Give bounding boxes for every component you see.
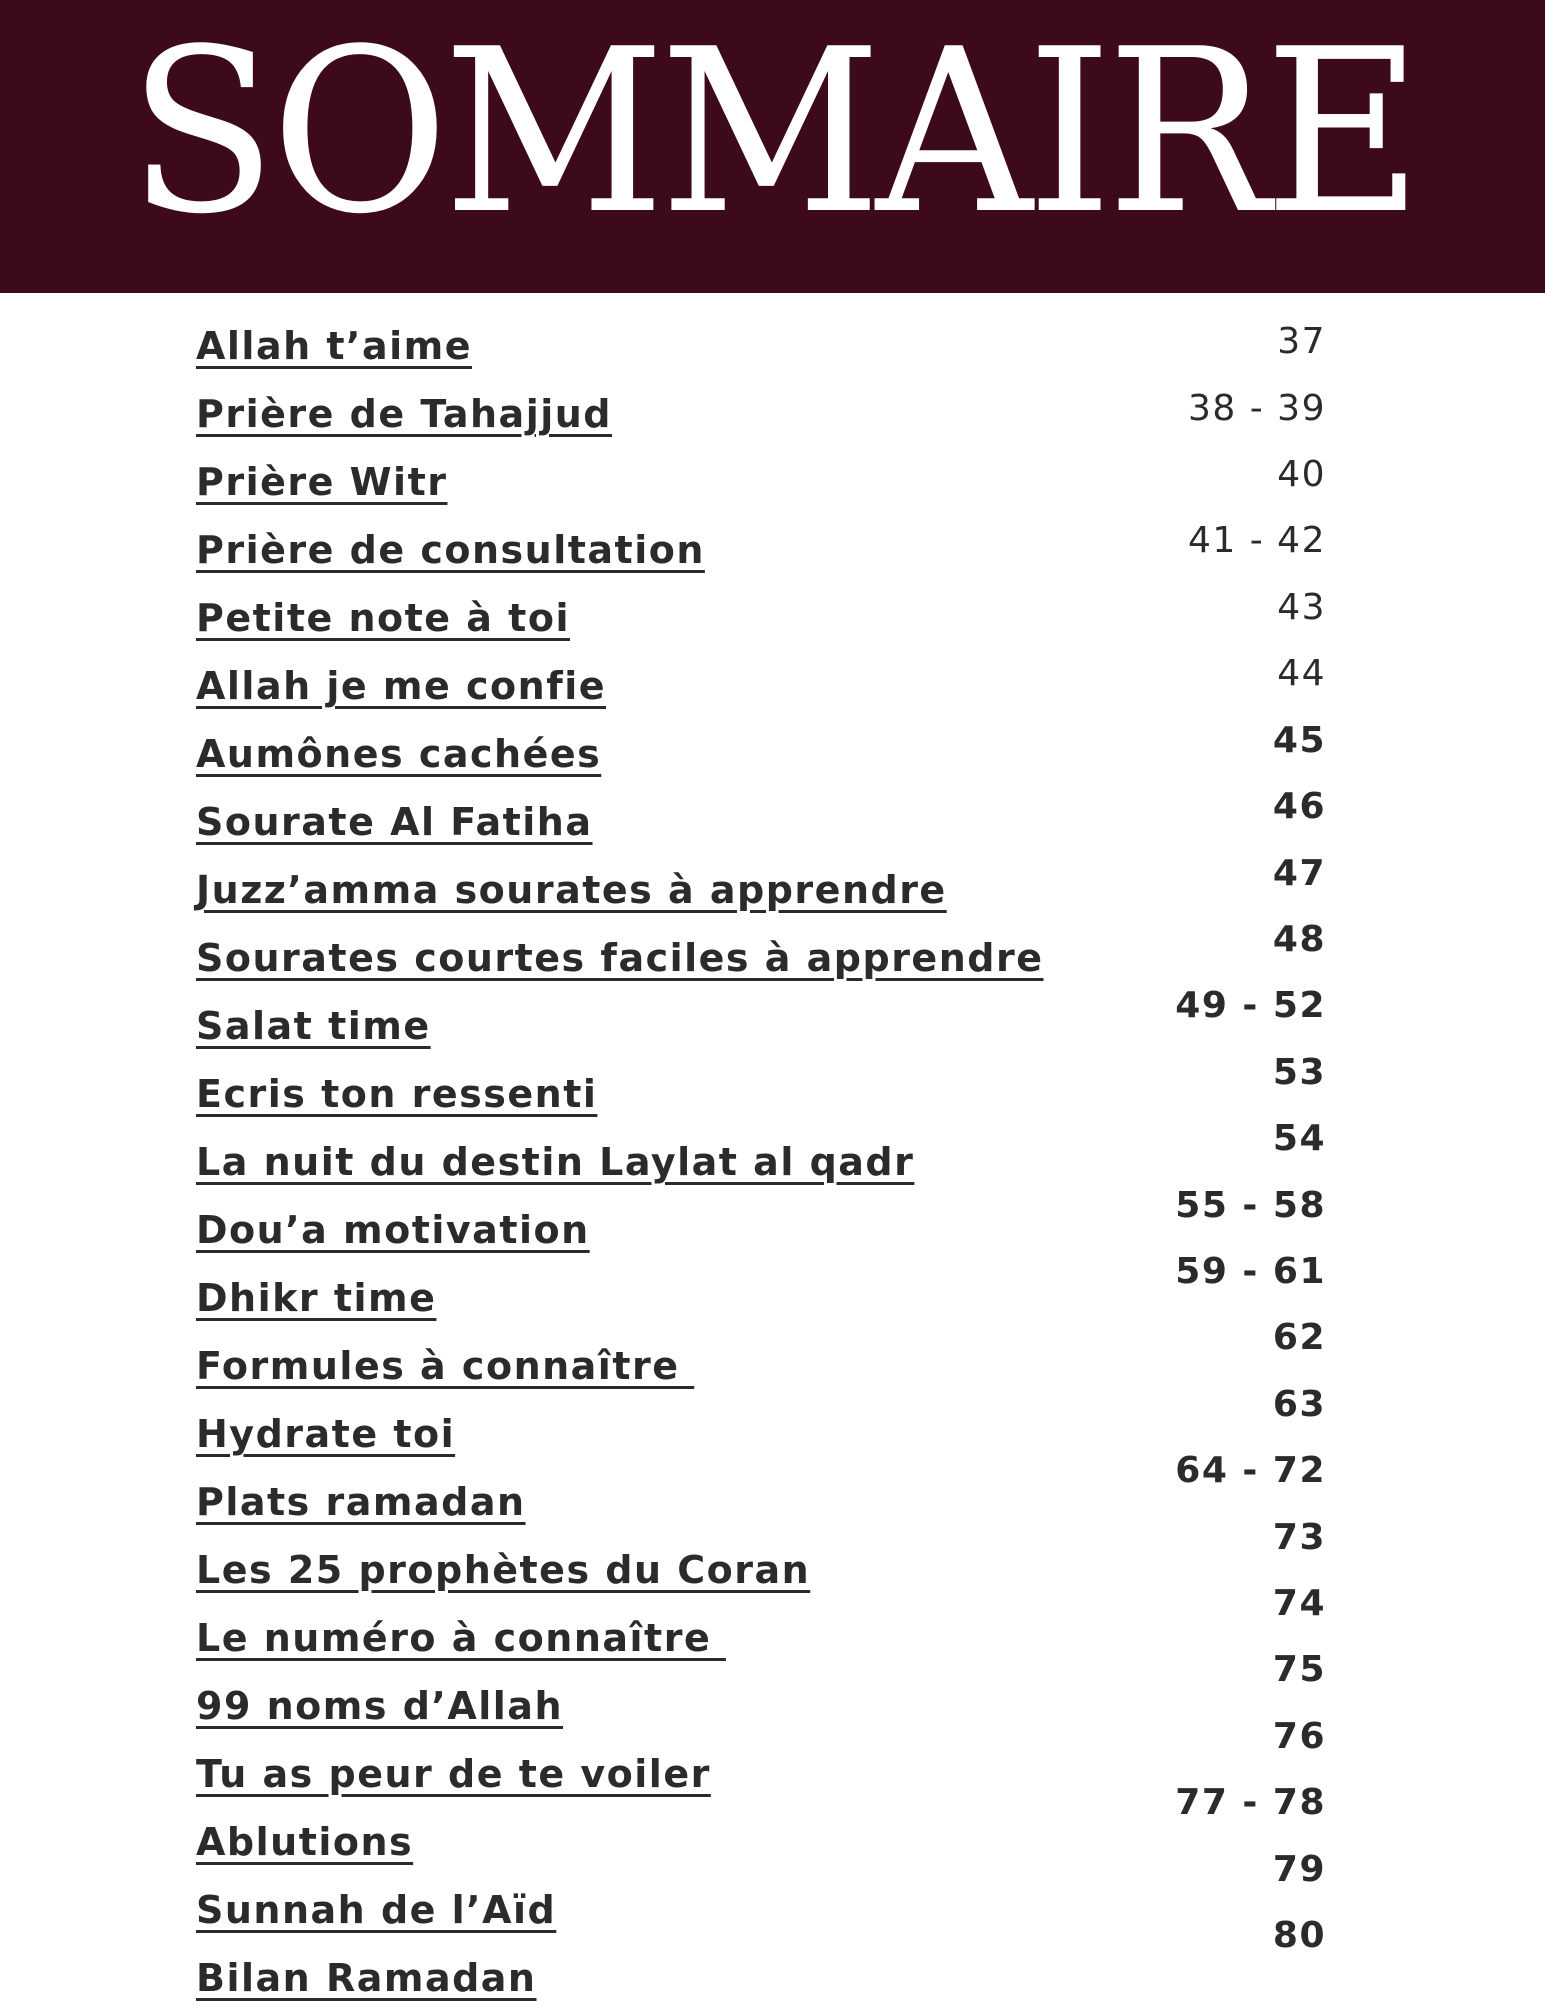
toc-entry-title[interactable]: Juzz’amma sourates à apprendre bbox=[196, 868, 947, 912]
toc-entry-page: 49 - 52 bbox=[1175, 985, 1326, 1026]
toc-entry-page: 73 bbox=[1272, 1517, 1326, 1558]
toc-entry-title[interactable]: Sourates courtes faciles à apprendre bbox=[196, 936, 1044, 980]
toc-entry-title[interactable]: Allah je me confie bbox=[196, 664, 607, 708]
toc-entry-page: 47 bbox=[1272, 853, 1326, 894]
toc-entry-page: 63 bbox=[1272, 1384, 1326, 1425]
toc-entry-page: 45 bbox=[1272, 720, 1326, 761]
toc-entry-title[interactable]: Les 25 prophètes du Coran bbox=[196, 1548, 811, 1592]
toc-entry-page: 53 bbox=[1272, 1052, 1326, 1093]
toc-entry-page: 80 bbox=[1272, 1915, 1326, 1956]
toc-entry-title[interactable]: Sunnah de l’Aïd bbox=[196, 1888, 557, 1932]
toc-entry-title[interactable]: Prière de consultation bbox=[196, 528, 705, 572]
toc-entry-page: 76 bbox=[1272, 1716, 1326, 1757]
toc-entry-title[interactable]: Aumônes cachées bbox=[196, 732, 602, 776]
toc-entry-title[interactable]: Bilan Ramadan bbox=[196, 1956, 537, 2000]
toc-entry-title[interactable]: Formules à connaître bbox=[196, 1344, 695, 1388]
toc-entry-page: 41 - 42 bbox=[1188, 520, 1326, 561]
toc-entry-page: 48 bbox=[1272, 919, 1326, 960]
toc-entry-page: 77 - 78 bbox=[1175, 1782, 1326, 1823]
toc-entry-title[interactable]: Prière de Tahajjud bbox=[196, 392, 612, 436]
toc-entry-title[interactable]: Ablutions bbox=[196, 1820, 414, 1864]
page-title: SOMMAIRE bbox=[128, 1, 1417, 264]
toc-entry-page: 79 bbox=[1272, 1849, 1326, 1890]
toc-entry-page: 75 bbox=[1272, 1649, 1326, 1690]
toc-entry-title[interactable]: La nuit du destin Laylat al qadr bbox=[196, 1140, 915, 1184]
toc-entry-page: 37 bbox=[1277, 321, 1326, 362]
toc-entry-title[interactable]: Salat time bbox=[196, 1004, 431, 1048]
toc-entry-page: 59 - 61 bbox=[1175, 1251, 1326, 1292]
toc-entry-page: 74 bbox=[1272, 1583, 1326, 1624]
toc-entry-title[interactable]: Tu as peur de te voiler bbox=[196, 1752, 711, 1796]
toc-entry-title[interactable]: Le numéro à connaître bbox=[196, 1616, 726, 1660]
toc-entry-title[interactable]: 99 noms d’Allah bbox=[196, 1684, 564, 1728]
toc-entry-title[interactable]: Dou’a motivation bbox=[196, 1208, 590, 1252]
toc-entry-page: 46 bbox=[1272, 786, 1326, 827]
toc-entry-page: 44 bbox=[1277, 653, 1326, 694]
toc-entry-title[interactable]: Petite note à toi bbox=[196, 596, 570, 640]
toc-entry-page: 54 bbox=[1272, 1118, 1326, 1159]
toc-entry-title[interactable]: Allah t’aime bbox=[196, 324, 473, 368]
header-banner bbox=[0, 0, 1545, 293]
toc-entry-page: 64 - 72 bbox=[1175, 1450, 1326, 1491]
toc-entry-title[interactable]: Ecris ton ressenti bbox=[196, 1072, 598, 1116]
toc-entry-page: 55 - 58 bbox=[1175, 1185, 1326, 1226]
toc-entry-page: 43 bbox=[1277, 587, 1326, 628]
toc-entry-title[interactable]: Prière Witr bbox=[196, 460, 448, 504]
toc-entry-page: 40 bbox=[1277, 454, 1326, 495]
toc-entry-title[interactable]: Dhikr time bbox=[196, 1276, 437, 1320]
toc-entry-page: 62 bbox=[1272, 1317, 1326, 1358]
toc-entry-title[interactable]: Sourate Al Fatiha bbox=[196, 800, 593, 844]
toc-entry-page: 38 - 39 bbox=[1188, 388, 1326, 429]
toc-entry-title[interactable]: Plats ramadan bbox=[196, 1480, 526, 1524]
toc-entry-title[interactable]: Hydrate toi bbox=[196, 1412, 456, 1456]
